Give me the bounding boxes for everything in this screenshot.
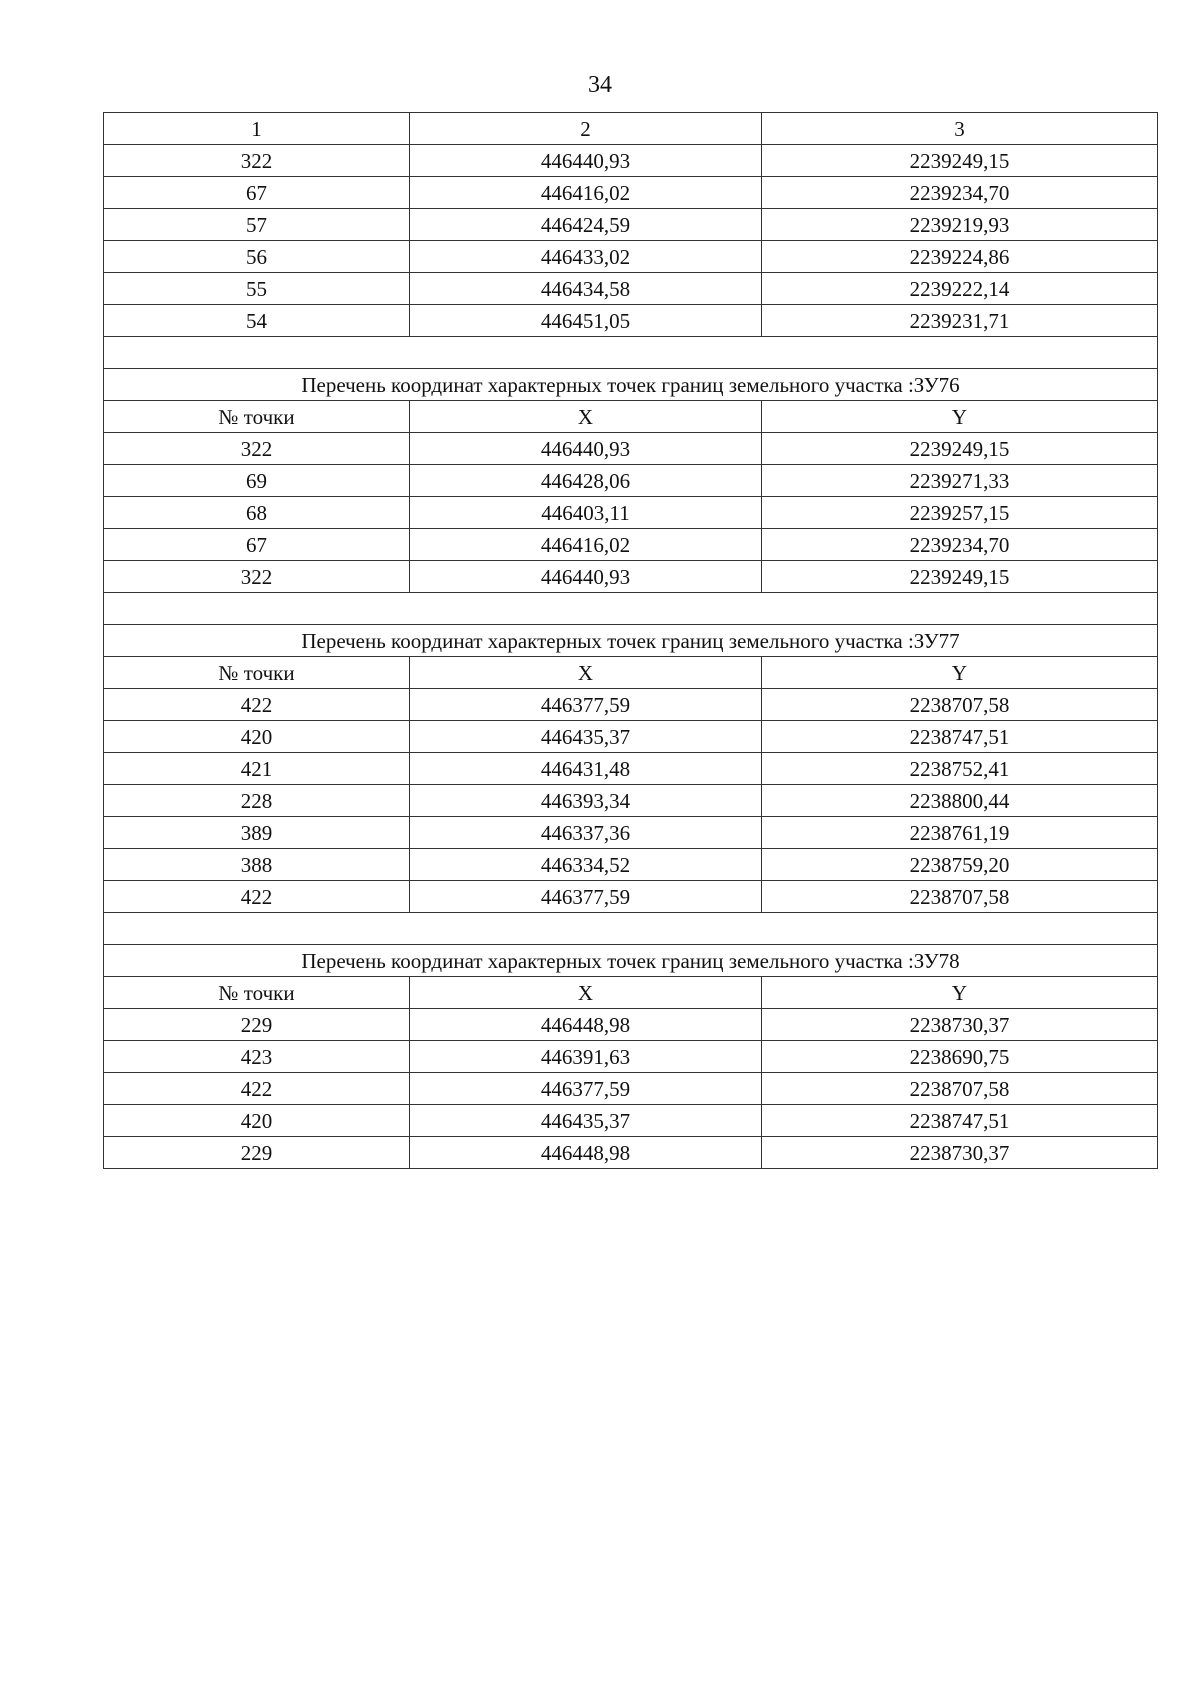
column-header-cell: № точки (104, 977, 410, 1009)
column-header-cell: X (410, 401, 762, 433)
coordinates-table-body (104, 113, 1158, 1169)
y-coordinate-cell: 2239271,33 (762, 465, 1158, 497)
point-number-cell: 421 (104, 753, 410, 785)
y-coordinate-cell: 2238759,20 (762, 849, 1158, 881)
x-coordinate-cell: 446334,52 (410, 849, 762, 881)
x-coordinate-cell: 446391,63 (410, 1041, 762, 1073)
y-coordinate-cell: 2238752,41 (762, 753, 1158, 785)
x-coordinate-cell: 446448,98 (410, 1009, 762, 1041)
table-row (104, 881, 1158, 913)
column-number-cell: 2 (410, 113, 762, 145)
table-row (104, 689, 1158, 721)
x-coordinate-cell: 446377,59 (410, 881, 762, 913)
column-header-cell: Y (762, 401, 1158, 433)
table-row (104, 465, 1158, 497)
y-coordinate-cell: 2238747,51 (762, 1105, 1158, 1137)
section-spacer-row (104, 337, 1158, 369)
x-coordinate-cell: 446440,93 (410, 145, 762, 177)
point-number-cell: 55 (104, 273, 410, 305)
table-row (104, 721, 1158, 753)
page-number: 34 (588, 72, 612, 98)
x-coordinate-cell: 446448,98 (410, 1137, 762, 1169)
point-number-cell: 67 (104, 529, 410, 561)
point-number-cell: 388 (104, 849, 410, 881)
y-coordinate-cell: 2239231,71 (762, 305, 1158, 337)
y-coordinate-cell: 2239234,70 (762, 177, 1158, 209)
point-number-cell: 420 (104, 721, 410, 753)
section-spacer-row (104, 913, 1158, 945)
column-header-cell: Y (762, 657, 1158, 689)
table-row (104, 241, 1158, 273)
point-number-cell: 422 (104, 1073, 410, 1105)
section-title-row (104, 369, 1158, 401)
section-column-header-row (104, 657, 1158, 689)
x-coordinate-cell: 446403,11 (410, 497, 762, 529)
point-number-cell: 229 (104, 1009, 410, 1041)
x-coordinate-cell: 446451,05 (410, 305, 762, 337)
table-row (104, 1041, 1158, 1073)
section-title: Перечень координат характерных точек границ земельного участка :ЗУ78 (104, 945, 1158, 977)
y-coordinate-cell: 2239219,93 (762, 209, 1158, 241)
x-coordinate-cell: 446424,59 (410, 209, 762, 241)
column-header-cell: X (410, 657, 762, 689)
table-row (104, 1105, 1158, 1137)
table-row (104, 785, 1158, 817)
point-number-cell: 423 (104, 1041, 410, 1073)
point-number-cell: 54 (104, 305, 410, 337)
column-header-cell: Y (762, 977, 1158, 1009)
section-title-row (104, 625, 1158, 657)
spacer-cell (104, 593, 1158, 625)
x-coordinate-cell: 446428,06 (410, 465, 762, 497)
y-coordinate-cell: 2238707,58 (762, 881, 1158, 913)
x-coordinate-cell: 446434,58 (410, 273, 762, 305)
y-coordinate-cell: 2238800,44 (762, 785, 1158, 817)
point-number-cell: 389 (104, 817, 410, 849)
section-title-row (104, 945, 1158, 977)
point-number-cell: 68 (104, 497, 410, 529)
section-title: Перечень координат характерных точек границ земельного участка :ЗУ76 (104, 369, 1158, 401)
point-number-cell: 420 (104, 1105, 410, 1137)
table-row (104, 1137, 1158, 1169)
spacer-cell (104, 337, 1158, 369)
point-number-cell: 322 (104, 433, 410, 465)
y-coordinate-cell: 2238730,37 (762, 1137, 1158, 1169)
table-row (104, 817, 1158, 849)
point-number-cell: 67 (104, 177, 410, 209)
column-number-cell: 1 (104, 113, 410, 145)
column-header-cell: № точки (104, 401, 410, 433)
table-row (104, 433, 1158, 465)
y-coordinate-cell: 2239249,15 (762, 561, 1158, 593)
x-coordinate-cell: 446440,93 (410, 433, 762, 465)
y-coordinate-cell: 2239222,14 (762, 273, 1158, 305)
y-coordinate-cell: 2238761,19 (762, 817, 1158, 849)
table-row (104, 561, 1158, 593)
table-row (104, 145, 1158, 177)
point-number-cell: 322 (104, 561, 410, 593)
x-coordinate-cell: 446435,37 (410, 1105, 762, 1137)
point-number-cell: 57 (104, 209, 410, 241)
y-coordinate-cell: 2239249,15 (762, 433, 1158, 465)
x-coordinate-cell: 446393,34 (410, 785, 762, 817)
y-coordinate-cell: 2238730,37 (762, 1009, 1158, 1041)
coordinates-table (103, 112, 1158, 1169)
section-title: Перечень координат характерных точек границ земельного участка :ЗУ77 (104, 625, 1158, 657)
table-row (104, 305, 1158, 337)
point-number-cell: 56 (104, 241, 410, 273)
point-number-cell: 229 (104, 1137, 410, 1169)
x-coordinate-cell: 446433,02 (410, 241, 762, 273)
section-spacer-row (104, 593, 1158, 625)
y-coordinate-cell: 2239224,86 (762, 241, 1158, 273)
table-row (104, 273, 1158, 305)
point-number-cell: 322 (104, 145, 410, 177)
y-coordinate-cell: 2239257,15 (762, 497, 1158, 529)
y-coordinate-cell: 2239234,70 (762, 529, 1158, 561)
y-coordinate-cell: 2238747,51 (762, 721, 1158, 753)
column-header-cell: № точки (104, 657, 410, 689)
section-column-header-row (104, 401, 1158, 433)
table-row (104, 497, 1158, 529)
table-row (104, 1009, 1158, 1041)
spacer-cell (104, 913, 1158, 945)
table-row (104, 849, 1158, 881)
x-coordinate-cell: 446440,93 (410, 561, 762, 593)
x-coordinate-cell: 446431,48 (410, 753, 762, 785)
x-coordinate-cell: 446416,02 (410, 529, 762, 561)
x-coordinate-cell: 446377,59 (410, 689, 762, 721)
point-number-cell: 69 (104, 465, 410, 497)
x-coordinate-cell: 446377,59 (410, 1073, 762, 1105)
column-header-cell: X (410, 977, 762, 1009)
y-coordinate-cell: 2238690,75 (762, 1041, 1158, 1073)
x-coordinate-cell: 446435,37 (410, 721, 762, 753)
table-row (104, 753, 1158, 785)
point-number-cell: 422 (104, 689, 410, 721)
table-row (104, 529, 1158, 561)
table-row (104, 177, 1158, 209)
table-row (104, 209, 1158, 241)
column-number-cell: 3 (762, 113, 1158, 145)
section-column-header-row (104, 977, 1158, 1009)
point-number-cell: 228 (104, 785, 410, 817)
table-row (104, 1073, 1158, 1105)
x-coordinate-cell: 446337,36 (410, 817, 762, 849)
y-coordinate-cell: 2239249,15 (762, 145, 1158, 177)
y-coordinate-cell: 2238707,58 (762, 689, 1158, 721)
x-coordinate-cell: 446416,02 (410, 177, 762, 209)
y-coordinate-cell: 2238707,58 (762, 1073, 1158, 1105)
column-number-row (104, 113, 1158, 145)
point-number-cell: 422 (104, 881, 410, 913)
